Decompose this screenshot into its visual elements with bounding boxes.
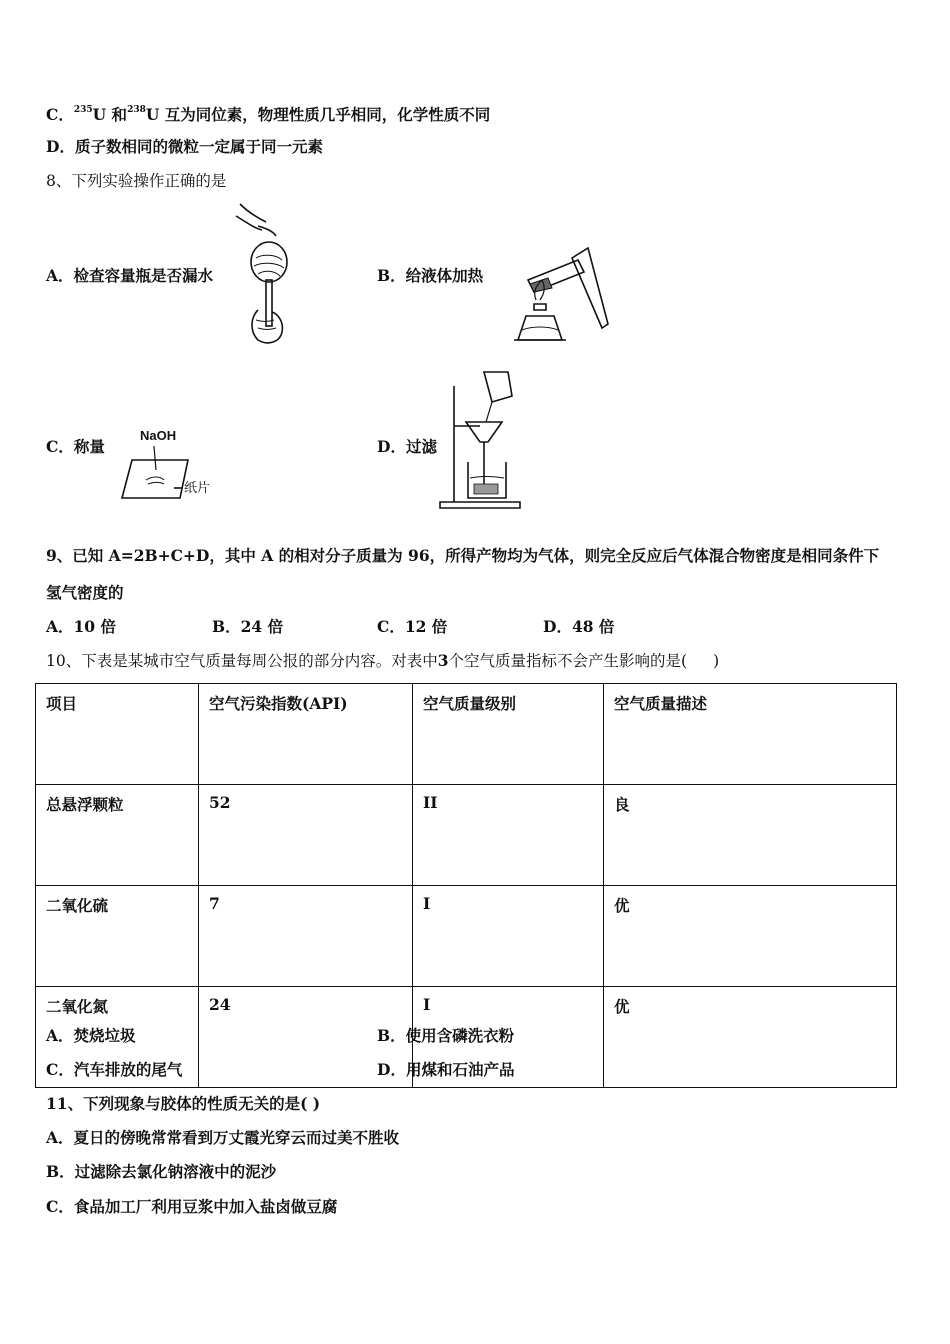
- q9-stem-line1: 9、已知 A=2B+C+D，其中 A 的相对分子质量为 96，所得产物均为气体，则完全反应后气体混合物密度是相同条件下: [46, 546, 880, 565]
- table-cell: 52: [199, 785, 413, 886]
- header-cell: 空气污染指数(API): [199, 684, 413, 785]
- q8-option-b: B．给液体加热: [377, 266, 484, 285]
- table-row: [36, 785, 897, 886]
- table-cell: I: [413, 987, 604, 1088]
- header-cell: 空气质量级别: [413, 684, 604, 785]
- table-cell: 二氧化氮: [36, 987, 199, 1088]
- q7-option-d: D．质子数相同的微粒一定属于同一元素: [46, 137, 323, 156]
- q10-stem: 10、下表是某城市空气质量每周公报的部分内容。对表中3个空气质量指标不会产生影响的是( ): [46, 651, 720, 670]
- naoh-label: NaOH: [140, 428, 177, 443]
- weighing-naoh-figure: [118, 426, 228, 504]
- q11-option-b: B．过滤除去氯化钠溶液中的泥沙: [46, 1162, 277, 1181]
- q8-stem: 8、下列实验操作正确的是: [46, 172, 227, 190]
- heating-liquid-figure: [508, 240, 618, 345]
- header-cell: 项目: [36, 684, 199, 785]
- q9-option-c: C．12 倍: [377, 617, 448, 636]
- table-cell: 7: [199, 886, 413, 987]
- q8-option-c: C．称量: [46, 437, 105, 456]
- table-cell: II: [413, 785, 604, 886]
- paper-label: 纸片: [184, 481, 211, 496]
- table-header-row: [36, 684, 897, 785]
- q10-option-a: A．焚烧垃圾: [46, 1026, 136, 1045]
- header-cell: 空气质量描述: [604, 684, 897, 785]
- table-cell: 24: [199, 987, 413, 1088]
- q9-option-a: A．10 倍: [46, 617, 116, 636]
- table-cell: 良: [604, 785, 897, 886]
- table-cell: 二氧化硫: [36, 886, 199, 987]
- table-cell: 优: [604, 886, 897, 987]
- table-cell: 优: [604, 987, 897, 1088]
- volumetric-flask-figure: [228, 200, 298, 350]
- table-cell: I: [413, 886, 604, 987]
- q9-option-d: D．48 倍: [543, 617, 615, 636]
- q11-option-a: A．夏日的傍晚常常看到万丈霞光穿云而过美不胜收: [46, 1128, 400, 1147]
- table-cell: 总悬浮颗粒: [36, 785, 199, 886]
- filtration-figure: [436, 366, 536, 511]
- q9-stem-line2: 氢气密度的: [46, 583, 124, 602]
- q7-option-c: C．$^{235}$U 和$^{238}$U 互为同位素，物理性质几乎相同，化学性质不同: [46, 105, 491, 125]
- table-row: [36, 886, 897, 987]
- q11-option-c: C．食品加工厂利用豆浆中加入盐卤做豆腐: [46, 1197, 338, 1216]
- q10-option-c: C．汽车排放的尾气: [46, 1060, 183, 1079]
- q8-option-a: A．检查容量瓶是否漏水: [46, 266, 214, 285]
- q9-option-b: B．24 倍: [212, 617, 284, 636]
- q10-option-b: B．使用含磷洗衣粉: [377, 1026, 515, 1045]
- q10-option-d: D．用煤和石油产品: [377, 1060, 515, 1079]
- q11-stem: 11、下列现象与胶体的性质无关的是( ): [46, 1094, 321, 1113]
- q8-option-d: D．过滤: [377, 437, 437, 456]
